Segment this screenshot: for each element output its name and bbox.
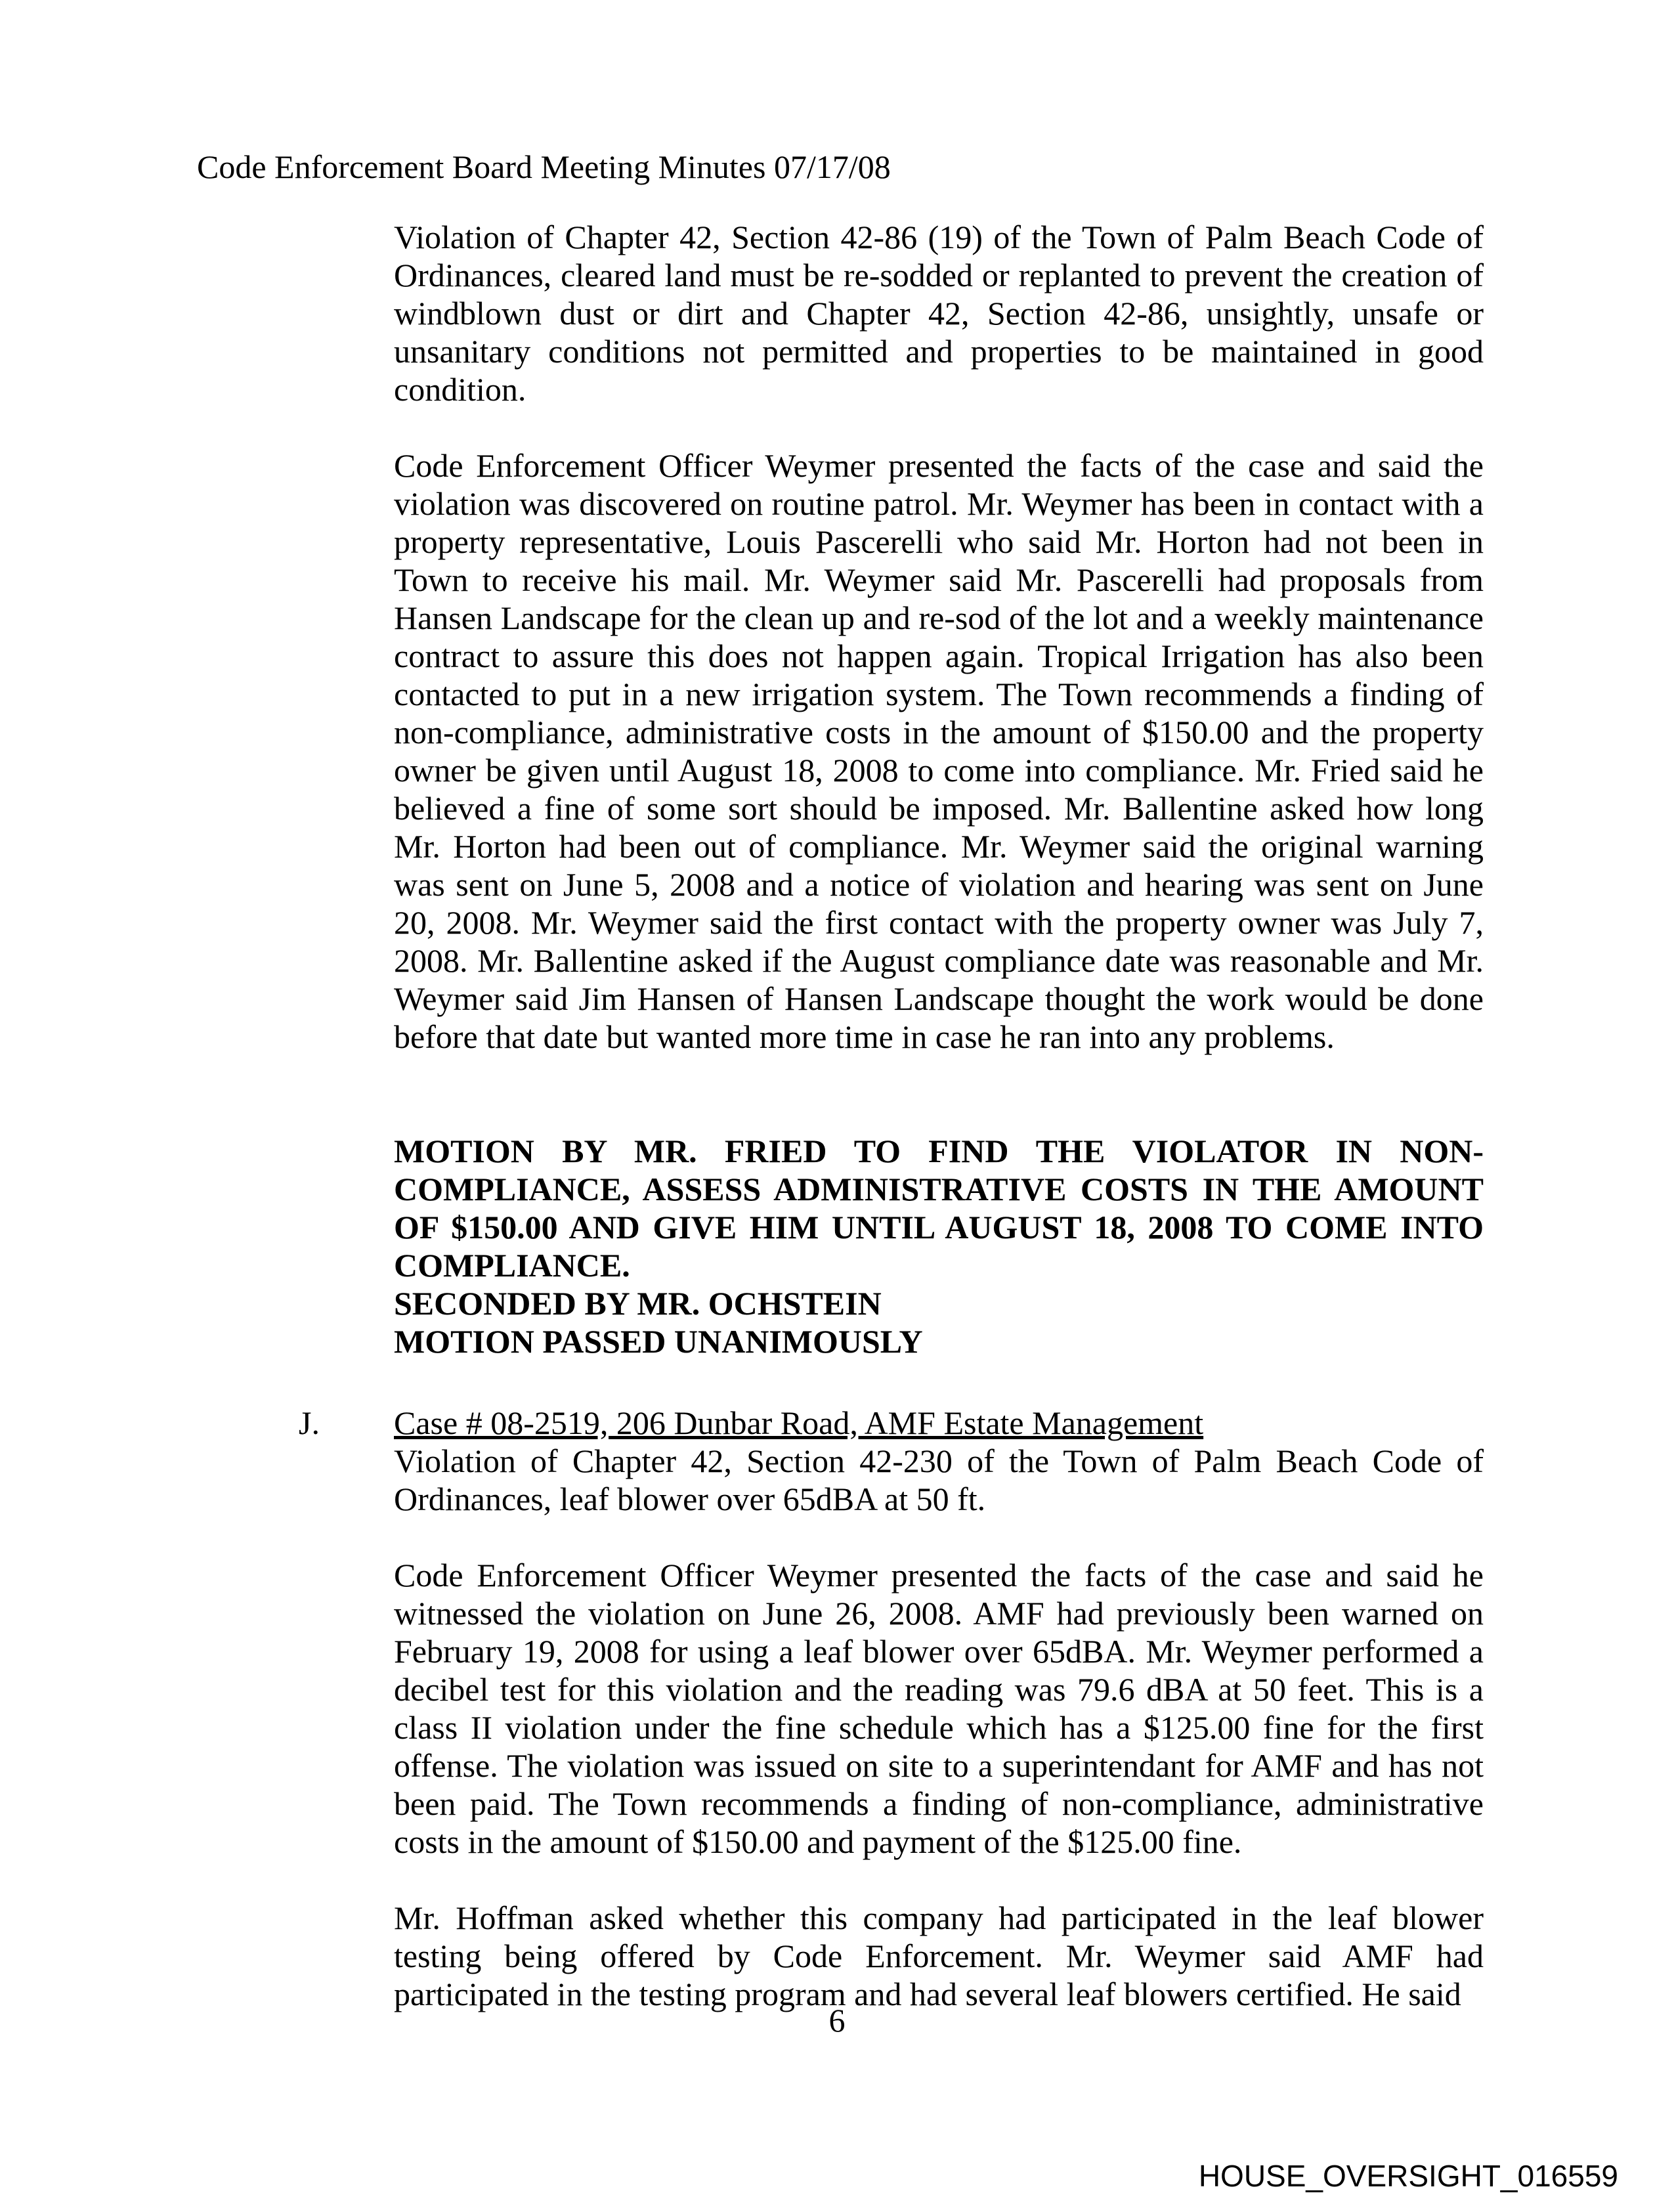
agenda-item-j-body	[394, 1404, 1484, 2013]
agenda-item-j-label: J.	[299, 1404, 320, 1441]
motion-block	[394, 1132, 1484, 1360]
document-body	[299, 218, 1484, 2051]
agenda-item-j	[299, 1404, 1484, 2013]
oversight-stamp: HOUSE_OVERSIGHT_016559	[1198, 2159, 1618, 2193]
paragraph-case-j-discussion: Mr. Hoffman asked whether this company had participated in the leaf blower testing being offered by Code Enforcement. Mr. Weymer said AMF had participated in the testing program and had several leaf blowers certified. He said	[394, 1899, 1484, 2012]
page-number: 6	[828, 2002, 846, 2039]
case-j-title: Case # 08-2519, 206 Dunbar Road, AMF Estate Management	[394, 1404, 1204, 1441]
motion-seconded: SECONDED BY MR. OCHSTEIN	[394, 1285, 882, 1322]
document-header: Code Enforcement Board Meeting Minutes 07/17/08	[197, 148, 891, 185]
paragraph-case-j-facts: Code Enforcement Officer Weymer presented the facts of the case and said he witnessed the violation on June 26, 2008. AMF had previously been warned on February 19, 2008 for using a leaf blower over 65dBA. Mr. Weymer performed a decibel test for this violation and the reading was 79.6 dBA at 50 feet. This is a class II violation under the fine schedule which has a $125.00 fine for the first offense. The violation was issued on site to a superintendant for AMF and has not been paid. The Town recommends a finding of non-compliance, administrative costs in the amount of $150.00 and payment of the $125.00 fine.	[394, 1557, 1484, 1860]
paragraph-case-i-violation: Violation of Chapter 42, Section 42-86 (19) of the Town of Palm Beach Code of Ordinances, cleared land must be re-sodded or replanted to prevent the creation of windblown dust or dirt and Chapter 42, Section 42-86, unsightly, unsafe or unsanitary conditions not permitted and properties to be maintained in good condition.	[394, 219, 1484, 408]
motion-passed: MOTION PASSED UNANIMOUSLY	[394, 1323, 923, 1360]
paragraph-case-i-facts: Code Enforcement Officer Weymer presented the facts of the case and said the violation was discovered on routine patrol. Mr. Weymer has been in contact with a property representative, Louis Pascerelli who said Mr. Horton had not been in Town to receive his mail. Mr. Weymer said Mr. Pascerelli had proposals from Hansen Landscape for the clean up and re-sod of the lot and a weekly maintenance contract to assure this does not happen again. Tropical Irrigation has also been contacted to put in a new irrigation system. The Town recommends a finding of non-compliance, administrative costs in the amount of $150.00 and the property owner be given until August 18, 2008 to come into compliance. Mr. Fried said he believed a fine of some sort should be imposed. Mr. Ballentine asked how long Mr. Horton had been out of compliance. Mr. Weymer said the original warning was sent on June 5, 2008 and a notice of violation and hearing was sent on June 20, 2008. Mr. Weymer said the first contact with the property owner was July 7, 2008. Mr. Ballentine asked if the August compliance date was reasonable and Mr. Weymer said Jim Hansen of Hansen Landscape thought the work would be done before that date but wanted more time in case he ran into any problems.	[394, 447, 1484, 1055]
motion-text: MOTION BY MR. FRIED TO FIND THE VIOLATOR IN NON-COMPLIANCE, ASSESS ADMINISTRATIVE COSTS IN THE AMOUNT OF $150.00 AND GIVE HIM UNTIL AUGUST 18, 2008 TO COME INTO COMPLIANCE.	[394, 1133, 1484, 1284]
paragraph-case-j-violation: Violation of Chapter 42, Section 42-230 of the Town of Palm Beach Code of Ordinances, leaf blower over 65dBA at 50 ft.	[394, 1442, 1484, 1517]
